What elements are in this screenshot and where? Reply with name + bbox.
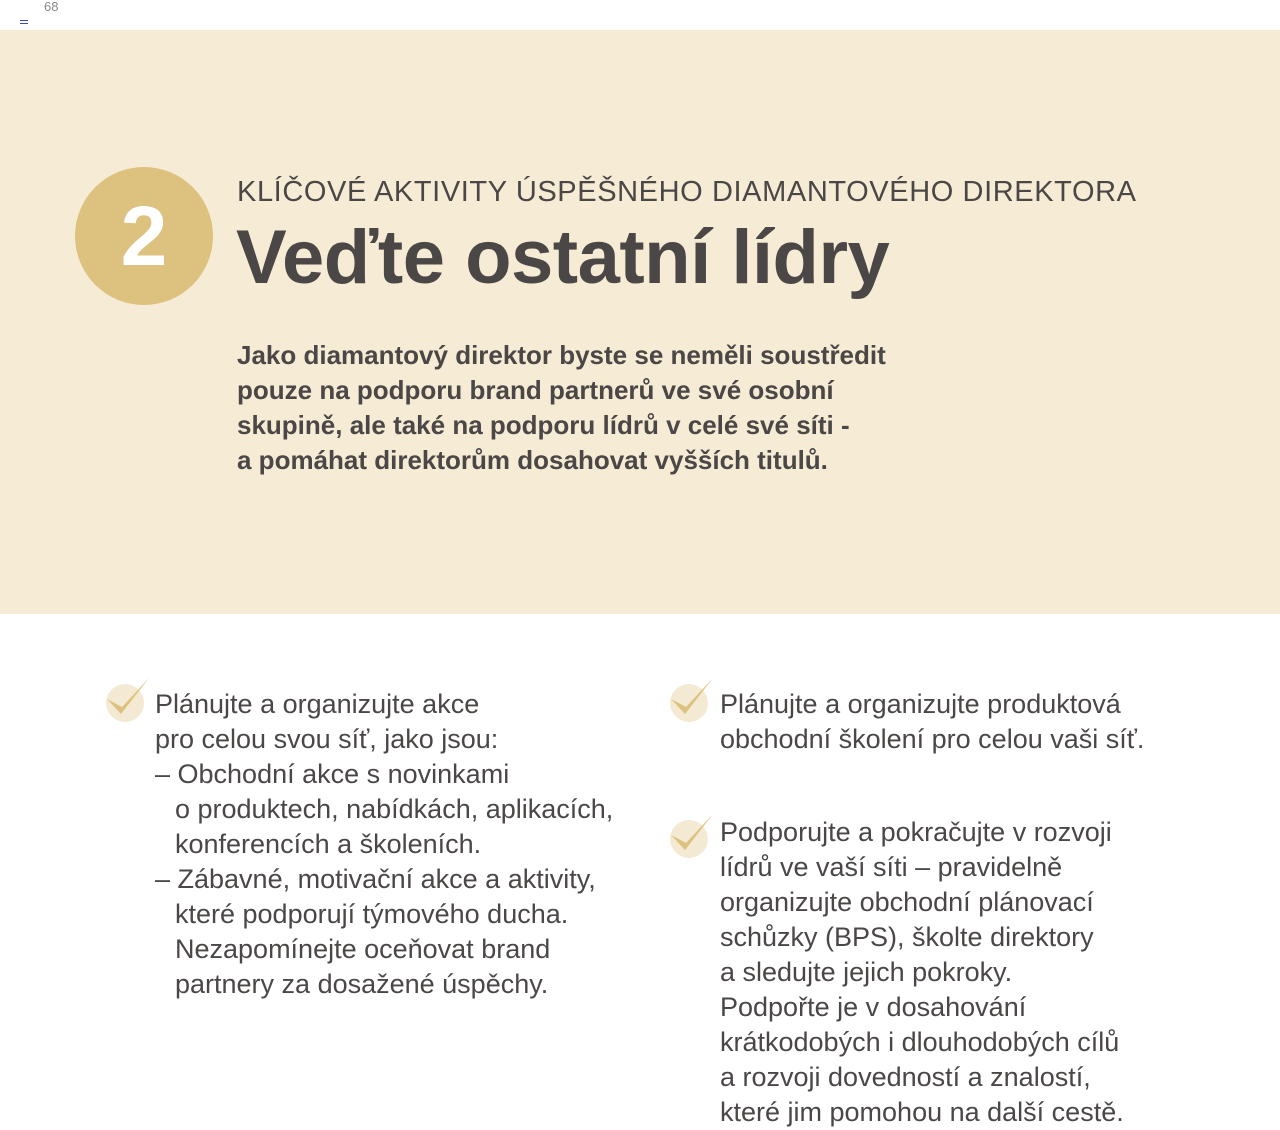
item-line: a rozvoji dovedností a znalostí, [720,1062,1091,1092]
list-item-trainings [720,687,1144,757]
lead-line: Jako diamantový direktor byste se neměli soustředit [237,340,886,370]
item-line: schůzky (BPS), školte direktory [720,922,1094,952]
checkmark-icon [103,674,153,722]
lead-line: pouze na podporu brand partnerů ve své osobní [237,375,834,405]
item-line: Podporujte a pokračujte v rozvoji [720,817,1112,847]
item-line: které jim pomohou na další cestě. [720,1097,1124,1127]
corner-mark [20,20,28,27]
checkmark-icon [667,810,717,858]
item-line: Podpořte je v dosahování [720,992,1027,1022]
item-line: pro celou svou síť, jako jsou: [155,724,499,754]
item-line: lídrů ve vaší síti – pravidelně [720,852,1063,882]
list-item-events [155,687,613,1002]
checkmark-icon [667,674,717,722]
section-kicker: KLÍČOVÉ AKTIVITY ÚSPĚŠNÉHO DIAMANTOVÉHO DIREKTORA [237,176,1137,208]
lead-line: a pomáhat direktorům dosahovat vyšších titulů. [237,445,828,475]
item-line: Nezapomínejte oceňovat brand [175,934,551,964]
item-line: o produktech, nabídkách, aplikacích, [175,794,614,824]
item-line: Plánujte a organizujte akce [155,689,480,719]
item-line: – Obchodní akce s novinkami [155,759,510,789]
lead-line: skupině, ale také na podporu lídrů v celé své síti - [237,410,850,440]
step-number-badge: 2 [75,167,213,305]
item-line: organizujte obchodní plánovací [720,887,1094,917]
item-line: krátkodobých i dlouhodobých cílů [720,1027,1120,1057]
item-line: které podporují týmového ducha. [175,899,569,929]
item-line: a sledujte jejich pokroky. [720,957,1013,987]
hero-band [0,30,1280,614]
lead-paragraph [237,338,937,478]
item-line: Plánujte a organizujte produktová [720,689,1121,719]
page-title: Veďte ostatní lídry [236,215,890,300]
item-line: konferencích a školeních. [175,829,482,859]
item-line: – Zábavné, motivační akce a aktivity, [155,864,596,894]
page-number: 68 [44,0,59,14]
item-line: partnery za dosažené úspěchy. [175,969,549,999]
list-item-leader-development [720,815,1124,1130]
item-line: obchodní školení pro celou vaši síť. [720,724,1145,754]
